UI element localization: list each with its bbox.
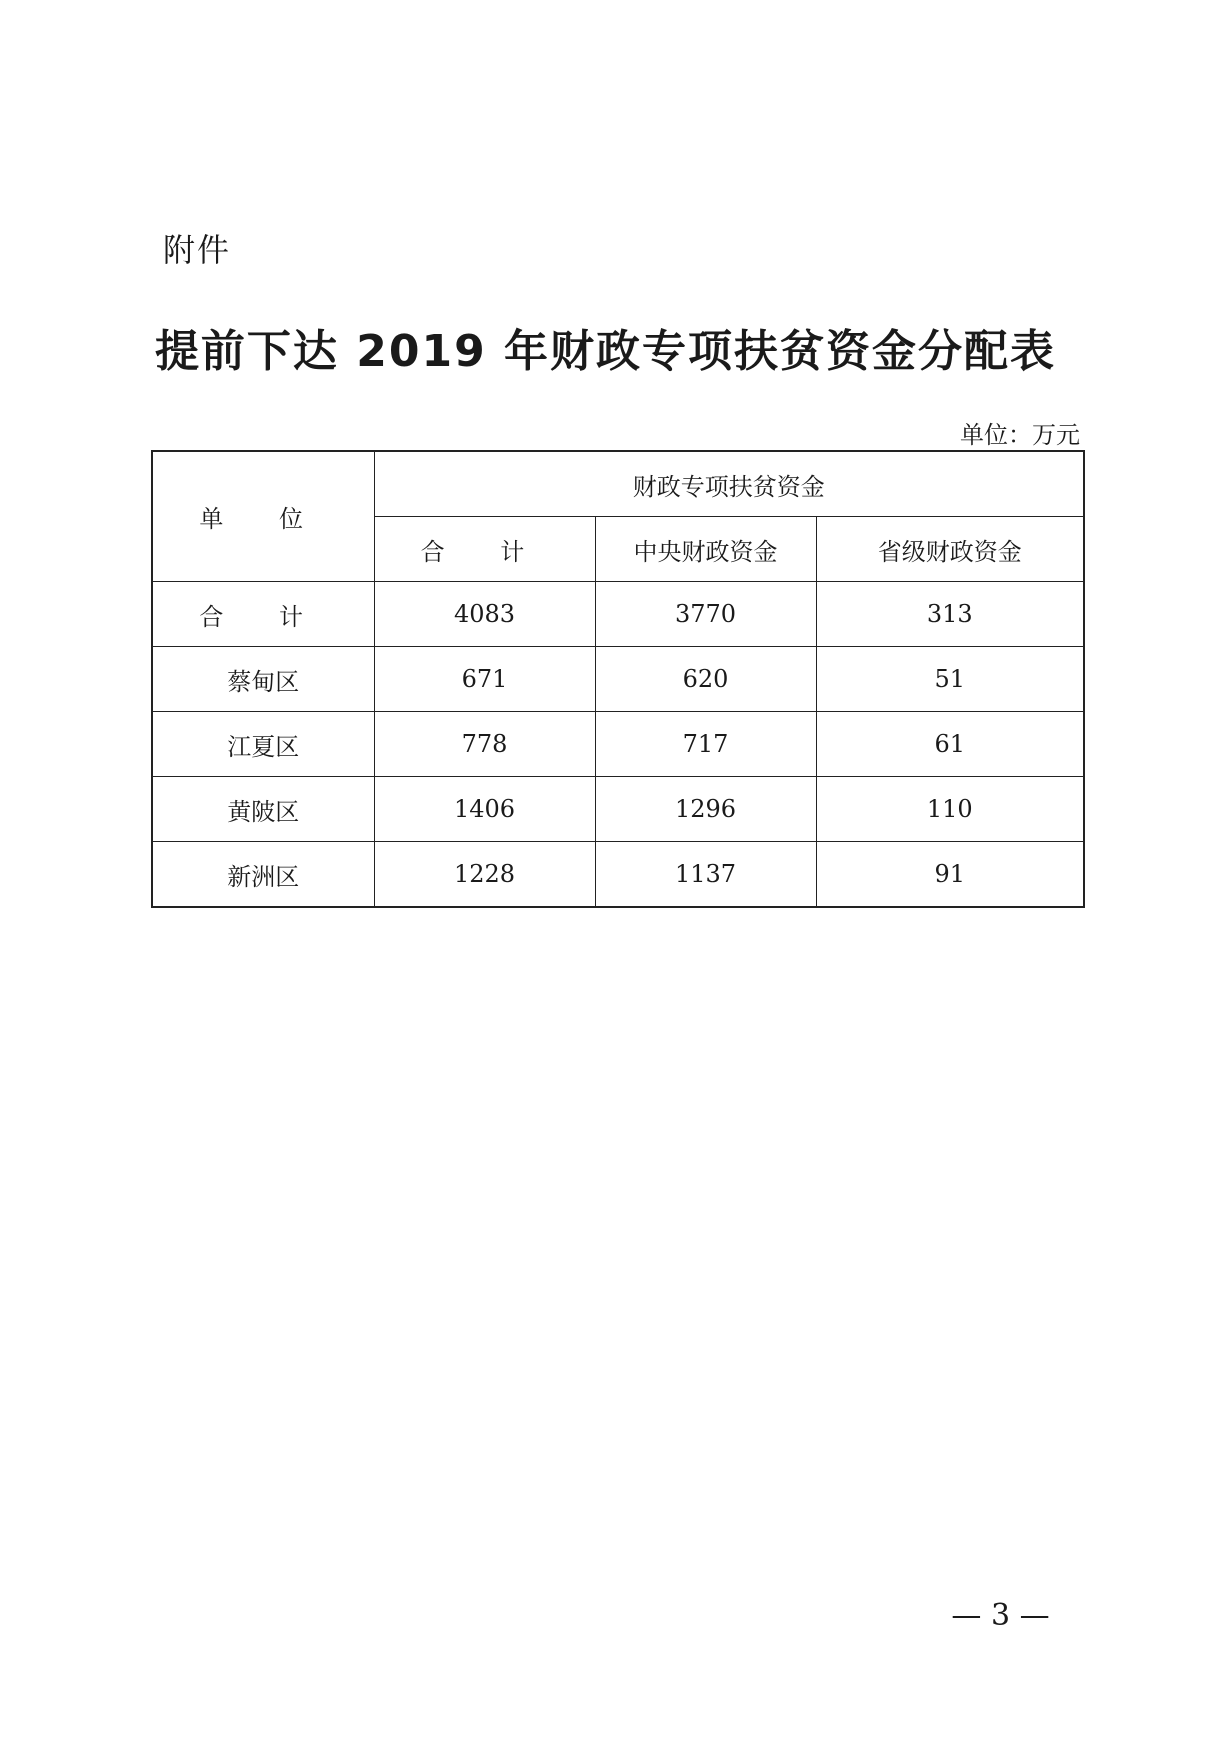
unit-note: 单位：万元 xyxy=(960,421,1080,449)
row-name: 蔡甸区 xyxy=(152,647,374,712)
table-row xyxy=(152,647,1084,712)
table-row xyxy=(152,842,1084,908)
column-header-total: 合 计 xyxy=(374,517,595,582)
attachment-label: 附件 xyxy=(163,231,232,269)
row-provincial: 61 xyxy=(816,712,1084,777)
column-header-central: 中央财政资金 xyxy=(595,517,816,582)
row-provincial: 313 xyxy=(816,582,1084,647)
row-total: 4083 xyxy=(374,582,595,647)
row-name: 合 计 xyxy=(152,582,374,647)
row-provincial: 110 xyxy=(816,777,1084,842)
table-header-row xyxy=(152,451,1084,517)
row-central: 1137 xyxy=(595,842,816,908)
row-total: 1228 xyxy=(374,842,595,908)
unit-column-header: 单 位 xyxy=(152,451,374,582)
column-header-provincial: 省级财政资金 xyxy=(816,517,1084,582)
row-central: 3770 xyxy=(595,582,816,647)
row-central: 620 xyxy=(595,647,816,712)
table-row xyxy=(152,777,1084,842)
page-number: — 3 — xyxy=(951,1598,1050,1633)
row-total: 1406 xyxy=(374,777,595,842)
row-name: 新洲区 xyxy=(152,842,374,908)
row-total: 671 xyxy=(374,647,595,712)
table-row xyxy=(152,712,1084,777)
row-central: 1296 xyxy=(595,777,816,842)
row-central: 717 xyxy=(595,712,816,777)
document-title: 提前下达 2019 年财政专项扶贫资金分配表 xyxy=(154,326,1057,377)
row-provincial: 51 xyxy=(816,647,1084,712)
table-row xyxy=(152,582,1084,647)
fund-group-header: 财政专项扶贫资金 xyxy=(374,451,1084,517)
allocation-table xyxy=(151,450,1085,908)
row-name: 江夏区 xyxy=(152,712,374,777)
row-provincial: 91 xyxy=(816,842,1084,908)
row-total: 778 xyxy=(374,712,595,777)
row-name: 黄陂区 xyxy=(152,777,374,842)
